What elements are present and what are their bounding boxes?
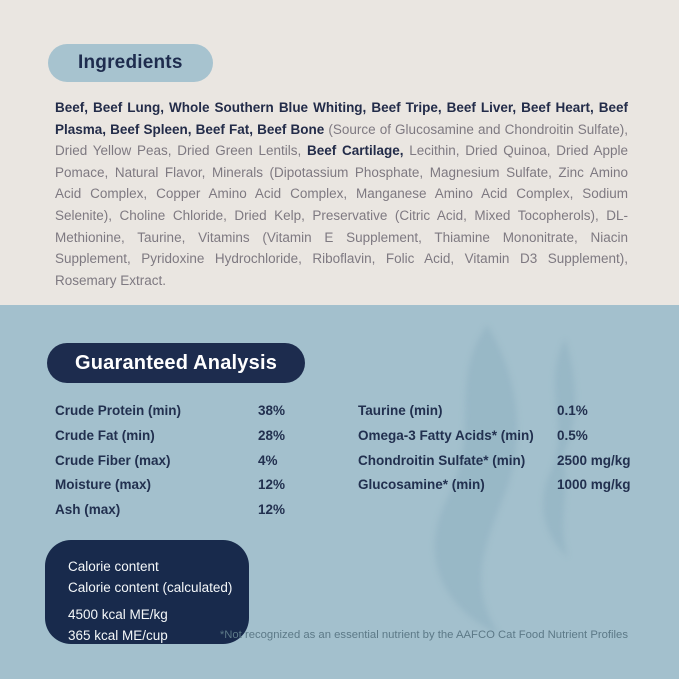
calorie-line: 4500 kcal ME/kg — [68, 607, 168, 622]
analysis-label: Glucosamine* (min) — [358, 477, 485, 493]
analysis-row — [358, 454, 658, 468]
analysis-value: 38% — [258, 403, 286, 418]
analysis-value: 12% — [258, 502, 286, 518]
analysis-value: 0.1% — [557, 403, 588, 418]
ingredients-title-badge — [48, 44, 213, 82]
analysis-row — [358, 478, 658, 492]
analysis-label: Taurine (min) — [358, 403, 443, 418]
analysis-label: Chondroitin Sulfate* (min) — [358, 452, 526, 468]
calorie-line: Calorie content (calculated) — [68, 579, 233, 595]
analysis-value: 1000 mg/kg — [557, 477, 631, 493]
ingredients-title: Ingredients — [78, 52, 183, 73]
calorie-content-box — [45, 540, 249, 644]
analysis-label: Crude Fat (min) — [55, 427, 155, 443]
analysis-row — [358, 404, 658, 418]
analysis-row — [55, 454, 355, 468]
analysis-left-column — [55, 404, 355, 528]
analysis-label: Crude Protein (min) — [55, 403, 182, 418]
ingredient-bold-text: Beef Cartilage, — [306, 143, 404, 159]
analysis-value: 28% — [258, 427, 286, 443]
calorie-content-headings — [68, 557, 237, 598]
ingredient-text: Lecithin, Dried Quinoa, Dried Apple Pomace, Natural Flavor, Minerals (Dipotassium Phosphate, Magnesium Sulfate, Zinc Amino Acid Complex, Copper Amino Acid Complex, Manganese Amino Acid Complex, Sodium Selenite), Choline Chloride, Dried Kelp, Preservative (Citric Acid, Mixed Tocopherols), DL-Methionine, Taurine, Vitamins (Vitamin E Supplement, Thiamine Mononitrate, Niacin Supplement, Pyridoxine Hydrochloride, Riboflavin, Folic Acid, Vitamin D3 Supplement), Rosemary Extract. — [55, 143, 628, 288]
analysis-row — [55, 503, 355, 517]
analysis-value: 4% — [258, 452, 278, 468]
analysis-right-column — [358, 404, 658, 503]
ingredient-text: (Source of Glucosamine and Chondroitin Sulfate), Dried Yellow Peas, Dried Green Lentils, — [55, 121, 628, 159]
ingredients-paragraph — [55, 97, 628, 291]
analysis-label: Crude Fiber (max) — [55, 452, 171, 468]
analysis-label: Moisture (max) — [55, 477, 152, 493]
guaranteed-analysis-title: Guaranteed Analysis — [75, 351, 278, 374]
analysis-label: Omega-3 Fatty Acids* (min) — [358, 427, 534, 443]
aafco-footnote: *Not recognized as an essential nutrient by the AAFCO Cat Food Nutrient Profiles — [219, 629, 628, 641]
calorie-content-values — [68, 605, 237, 646]
calorie-line: Calorie content — [68, 559, 159, 574]
analysis-value: 0.5% — [557, 427, 588, 443]
calorie-line: 365 kcal ME/cup — [68, 627, 168, 643]
ingredient-bold-text: Beef, Beef Lung, Whole Southern Blue Whiting, Beef Tripe, Beef Liver, Beef Heart, Beef Plasma, Beef Spleen, Beef Fat, Beef Bone — [55, 100, 628, 137]
guaranteed-analysis-section — [0, 305, 679, 679]
analysis-value: 2500 mg/kg — [557, 452, 631, 468]
guaranteed-analysis-title-badge — [47, 343, 305, 383]
analysis-row — [358, 429, 658, 443]
analysis-row — [55, 478, 355, 492]
ingredients-section — [0, 0, 679, 305]
analysis-row — [55, 404, 355, 418]
analysis-row — [55, 429, 355, 443]
analysis-value: 12% — [258, 477, 286, 493]
analysis-label: Ash (max) — [55, 502, 121, 518]
